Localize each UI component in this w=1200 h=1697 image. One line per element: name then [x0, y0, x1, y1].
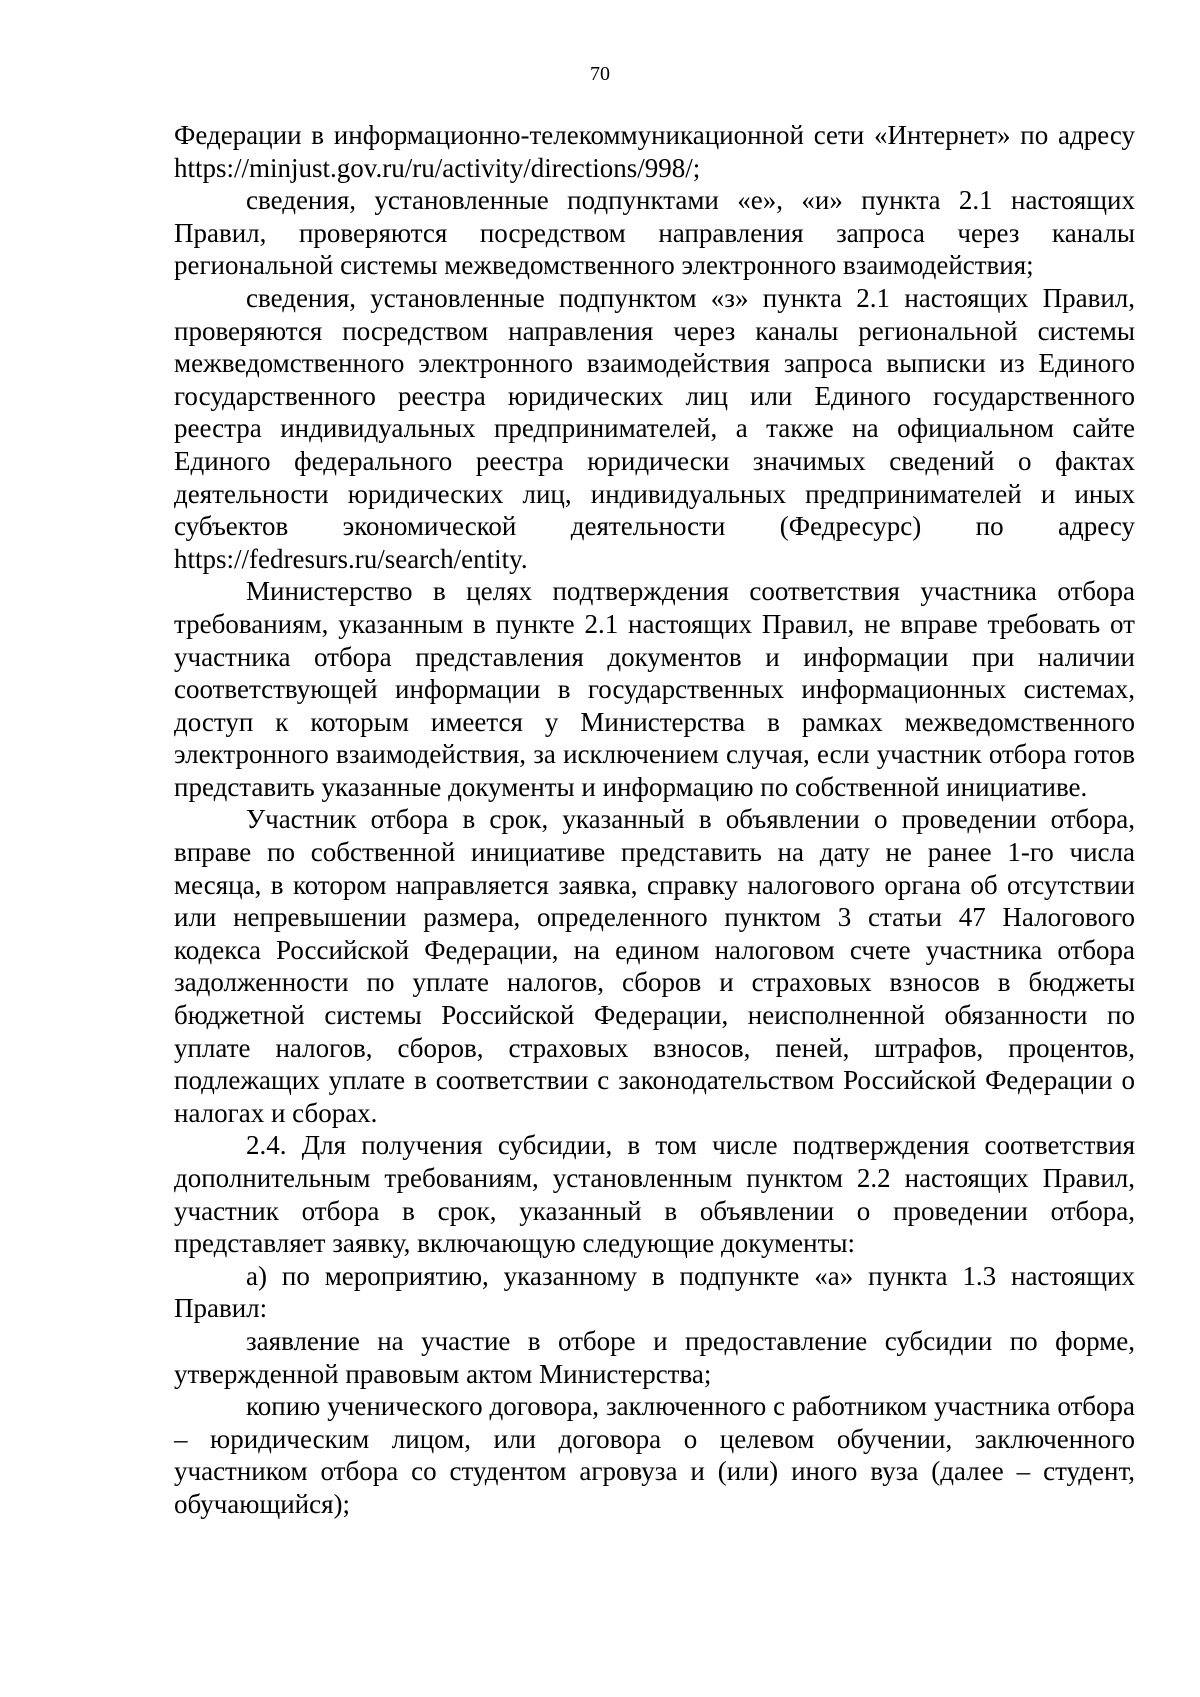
- paragraph-6: 2.4. Для получения субсидии, в том числе подтверждения соответствия дополнительным требованиям, установленным пунктом 2.2 настоящих Правил, участник отбора в срок, указанный в объявлении о проведении отбора, представляет заявку, включающую следующие документы:: [174, 1130, 1135, 1259]
- paragraph-4: Министерство в целях подтверждения соответствия участника отбора требованиям, указанным в пункте 2.1 настоящих Правил, не вправе требовать от участника отбора представления документов и информации при наличии соответствующей информации в государственных информационных системах, доступ к которым имеется у Министерства в рамках межведомственного электронного взаимодействия, за исключением случая, если участник отбора готов представить указанные документы и информацию по собственной инициативе.: [174, 576, 1135, 802]
- paragraph-9: копию ученического договора, заключенного с работником участника отбора – юридическим лицом, или договора о целевом обучении, заключенного участником отбора со студентом агровуза и (или) иного вуза (далее – студент, обучающийся);: [174, 1391, 1135, 1519]
- paragraph-2: сведения, установленные подпунктами «е», «и» пункта 2.1 настоящих Правил, проверяются посредством направления запроса через каналы региональной системы межведомственного электронного взаимодействия;: [174, 185, 1135, 281]
- paragraph-8: заявление на участие в отборе и предоставление субсидии по форме, утвержденной правовым актом Министерства;: [174, 1325, 1135, 1389]
- paragraph-1-continuation: Федерации в информационно-телекоммуникационной сети «Интернет» по адресу https://minjust.gov.ru/ru/activity/directions/998/;: [174, 120, 1135, 183]
- document-body: [174, 119, 1135, 1521]
- page-number: 70: [590, 63, 610, 85]
- paragraph-7: а) по мероприятию, указанному в подпункте «а» пункта 1.3 настоящих Правил:: [174, 1260, 1135, 1324]
- paragraph-3: сведения, установленные подпунктом «з» пункта 2.1 настоящих Правил, проверяются посредством направления через каналы региональной системы межведомственного электронного взаимодействия запроса выписки из Единого государственного реестра юридических лиц или Единого государственного реестра индивидуальных предпринимателей, а также на официальном сайте Единого федерального реестра юридически значимых сведений о фактах деятельности юридических лиц, индивидуальных предпринимателей и иных субъектов экономической деятельности (Федресурс) по адресу https://fedresurs.ru/search/entity.: [174, 282, 1135, 574]
- paragraph-5: Участник отбора в срок, указанный в объявлении о проведении отбора, вправе по собственной инициативе представить на дату не ранее 1-го числа месяца, в котором направляется заявка, справку налогового органа об отсутствии или непревышении размера, определенного пунктом 3 статьи 47 Налогового кодекса Российской Федерации, на едином налоговом счете участника отбора задолженности по уплате налогов, сборов и страховых взносов в бюджеты бюджетной системы Российской Федерации, неисполненной обязанности по уплате налогов, сборов, страховых взносов, пеней, штрафов, процентов, подлежащих уплате в соответствии с законодательством Российской Федерации о налогах и сборах.: [174, 804, 1135, 1128]
